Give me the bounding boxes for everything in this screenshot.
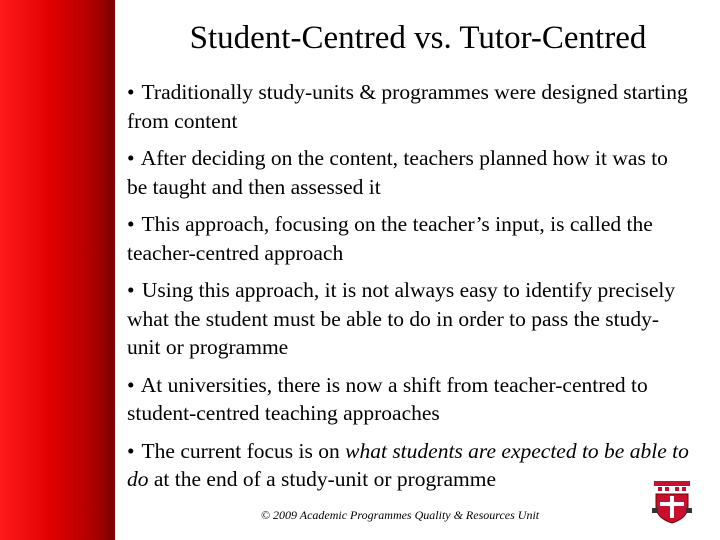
bullet-marker: • [127,146,135,170]
university-crest-icon [652,478,692,524]
bullet-marker: • [127,80,135,104]
bullet-marker: • [127,438,135,463]
slide-title: Student-Centred vs. Tutor-Centred [189,20,647,56]
bullet-text: After deciding on the content, teachers planned how it was to be taught and then assessed it [127,146,668,199]
bullet-text: This approach, focusing on the teacher’s input, is called the teacher-centred approach [127,212,653,265]
bullet-item [127,276,692,362]
bullet-list [127,78,692,503]
bullet-text-suffix: at the end of a study-unit or programme [148,467,496,491]
bullet-text: Using this approach, it is not always easy to identify precisely what the student must be able to do in order to pass the study-unit or programme [127,278,676,359]
bullet-item [127,144,692,201]
bullet-marker: • [127,212,135,236]
bullet-item [127,371,692,428]
bullet-text: Traditionally study-units & programmes were designed starting from content [127,80,688,133]
copyright-footer: © 2009 Academic Programmes Quality & Resources Unit [260,508,540,522]
decorative-side-bar [0,0,115,540]
bullet-item [127,78,692,135]
bullet-marker: • [127,372,135,397]
bullet-item [127,210,692,267]
bullet-marker: • [127,278,135,302]
bullet-text: At universities, there is now a shift from teacher-centred to student-centred teaching approaches [127,372,648,425]
bullet-text-emphasis: what students are expected to be able to do [127,438,689,491]
bullet-item-current-focus [127,437,692,494]
bullet-text-prefix: The current focus is on [141,438,346,463]
